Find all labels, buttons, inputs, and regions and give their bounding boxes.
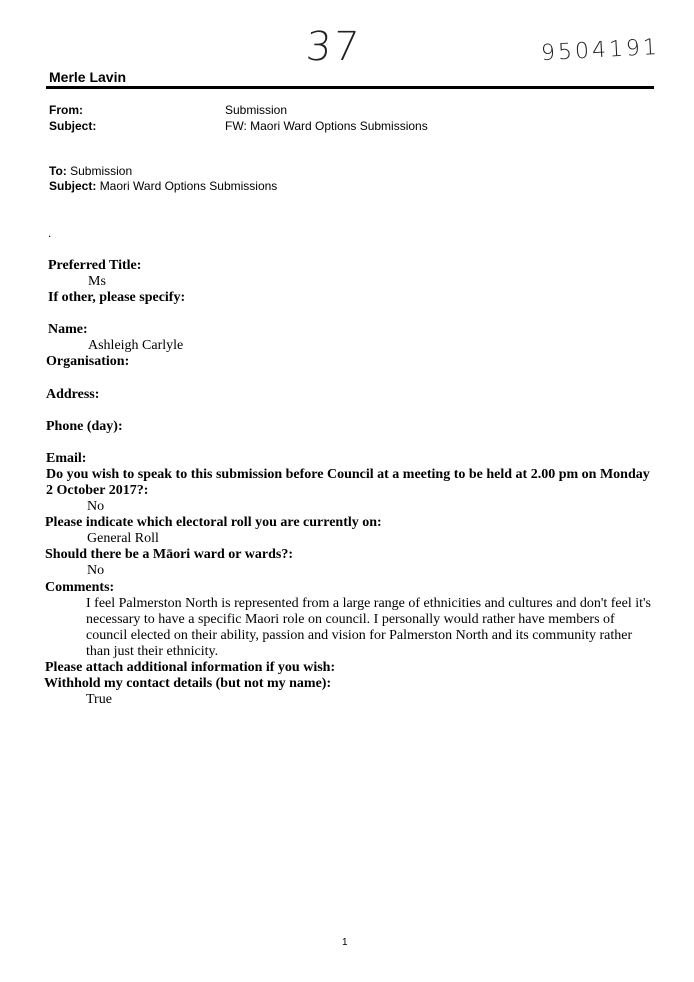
sender-name: Merle Lavin (49, 69, 127, 85)
ward-value: No (87, 563, 105, 578)
organisation-label: Organisation: (46, 354, 130, 369)
preferred-title-value: Ms (88, 274, 106, 289)
preferred-title-label: Preferred Title: (48, 258, 142, 273)
subject-value: FW: Maori Ward Options Submissions (225, 119, 428, 133)
speak-label-line1: Do you wish to speak to this submission before Council at a meeting to be held at 2.00 pm on Monday (46, 467, 650, 482)
handwritten-doc-id: 9504191 (540, 34, 661, 67)
withhold-value: True (86, 692, 112, 707)
speak-value: No (87, 499, 105, 514)
handwritten-number: 37 (304, 24, 363, 70)
to-line (49, 164, 132, 178)
phone-label: Phone (day): (46, 419, 123, 434)
fwd-subject-line (49, 179, 277, 193)
subject-label: Subject: (49, 119, 97, 133)
fwd-subject-label: Subject: (49, 179, 97, 193)
header-divider (46, 86, 654, 89)
page-number: 1 (342, 937, 348, 948)
comments-text: I feel Palmerston North is represented from a large range of ethnicities and cultures and don't feel it's necessary to have a specific Maori role on council. I personally would rather have members of council elected on their ability, passion and vision for Palmerston North and its community rather than just their ethnicity. (86, 596, 651, 659)
email-label: Email: (46, 451, 87, 466)
name-value: Ashleigh Carlyle (88, 338, 184, 353)
roll-value: General Roll (87, 531, 159, 546)
roll-label: Please indicate which electoral roll you are currently on: (45, 515, 382, 530)
fwd-subject-value: Maori Ward Options Submissions (99, 179, 278, 193)
stray-dot: . (48, 226, 52, 240)
comments-label: Comments: (45, 580, 115, 595)
if-other-label: If other, please specify: (48, 290, 186, 305)
ward-label: Should there be a Māori ward or wards?: (45, 547, 293, 562)
to-value: Submission (70, 164, 133, 178)
from-value: Submission (225, 103, 288, 117)
withhold-label: Withhold my contact details (but not my name): (44, 676, 332, 691)
to-label: To: (49, 164, 67, 178)
from-label: From: (49, 103, 83, 117)
name-label: Name: (48, 322, 88, 337)
speak-label-line2: 2 October 2017?: (46, 483, 149, 498)
attach-label: Please attach additional information if you wish: (45, 660, 336, 675)
address-label: Address: (46, 387, 100, 402)
